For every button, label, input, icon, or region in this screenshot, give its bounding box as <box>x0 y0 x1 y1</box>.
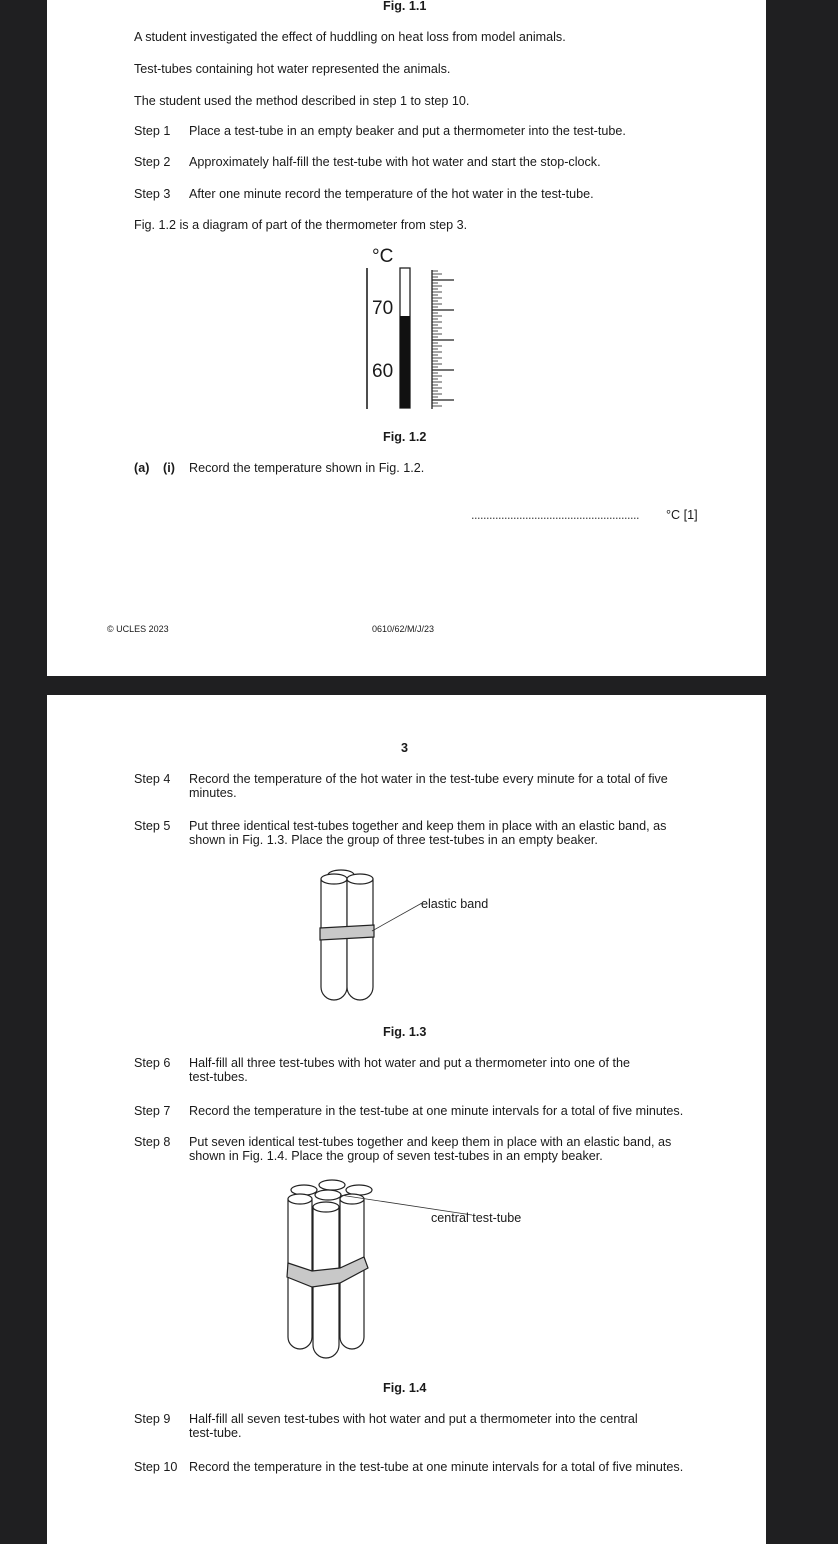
step-text-cont: shown in Fig. 1.4. Place the group of seven test-tubes in an empty beaker. <box>189 1149 603 1163</box>
answer-line[interactable]: ........................................................ <box>471 508 639 522</box>
step-text: Approximately half-fill the test-tube with hot water and start the stop-clock. <box>189 155 601 169</box>
step-label: Step 9 <box>134 1412 171 1426</box>
fig-1-3-caption: Fig. 1.3 <box>383 1025 427 1039</box>
step-label: Step 2 <box>134 155 171 169</box>
step-text: Place a test-tube in an empty beaker and put a thermometer into the test-tube. <box>189 124 626 138</box>
thermometer-ticks <box>432 271 454 406</box>
answer-unit-marks: °C [1] <box>666 508 698 522</box>
three-test-tubes-diagram <box>312 865 432 1005</box>
step-text: Half-fill all seven test-tubes with hot water and put a thermometer into the central <box>189 1412 638 1426</box>
thermometer-liquid <box>400 316 410 408</box>
thermometer-label-60: 60 <box>372 361 394 382</box>
step-label: Step 7 <box>134 1104 171 1118</box>
thermometer-label-70: 70 <box>372 298 394 319</box>
step-label: Step 10 <box>134 1460 178 1474</box>
fig-1-1-label: Fig. 1.1 <box>383 0 427 13</box>
question-text: Record the temperature shown in Fig. 1.2. <box>189 461 425 475</box>
step-label: Step 8 <box>134 1135 171 1149</box>
step-text-cont: test-tubes. <box>189 1070 248 1084</box>
page-number: 3 <box>401 741 409 755</box>
tube-front-rim <box>313 1202 339 1212</box>
tube-left-rim <box>321 874 347 884</box>
step-text: After one minute record the temperature of the hot water in the test-tube. <box>189 187 594 201</box>
fig-1-2-intro: Fig. 1.2 is a diagram of part of the thermometer from step 3. <box>134 218 468 232</box>
elastic-band <box>320 925 374 940</box>
exam-page-2 <box>47 695 766 1544</box>
fig-1-4-caption: Fig. 1.4 <box>383 1381 427 1395</box>
thermometer-unit: °C <box>372 246 394 267</box>
step-label: Step 3 <box>134 187 171 201</box>
intro-text-2: Test-tubes containing hot water represented the animals. <box>134 62 451 76</box>
step-label: Step 5 <box>134 819 171 833</box>
step-text: Record the temperature of the hot water in the test-tube every minute for a total of five <box>189 772 668 786</box>
tube-left-rim <box>288 1194 312 1204</box>
step-text-cont: test-tube. <box>189 1426 242 1440</box>
step-text: Record the temperature in the test-tube at one minute intervals for a total of five minutes. <box>189 1460 684 1474</box>
step-text-cont: minutes. <box>189 786 237 800</box>
footer-paper-code: 0610/62/M/J/23 <box>372 624 435 634</box>
label-leader-line <box>372 903 422 931</box>
tube-right-rim <box>347 874 373 884</box>
step-label: Step 4 <box>134 772 171 786</box>
question-subpart: (i) <box>163 461 175 475</box>
step-text: Record the temperature in the test-tube at one minute intervals for a total of five minutes. <box>189 1104 684 1118</box>
footer-copyright: © UCLES 2023 <box>107 624 169 634</box>
tube-right <box>347 879 373 1000</box>
central-tube-rim <box>315 1190 341 1200</box>
intro-text-3: The student used the method described in step 1 to step 10. <box>134 94 470 108</box>
thermometer-diagram <box>362 265 452 415</box>
exam-page-1 <box>47 0 766 676</box>
step-text: Put three identical test-tubes together and keep them in place with an elastic band, as <box>189 819 667 833</box>
elastic-band-label: elastic band <box>421 897 489 911</box>
fig-1-2-caption: Fig. 1.2 <box>383 430 427 444</box>
step-text: Half-fill all three test-tubes with hot water and put a thermometer into one of the <box>189 1056 631 1070</box>
step-label: Step 1 <box>134 124 171 138</box>
step-label: Step 6 <box>134 1056 171 1070</box>
step-text: Put seven identical test-tubes together and keep them in place with an elastic band, as <box>189 1135 672 1149</box>
intro-text-1: A student investigated the effect of huddling on heat loss from model animals. <box>134 30 566 44</box>
central-test-tube-label: central test-tube <box>431 1211 522 1225</box>
tube-rim <box>319 1180 345 1190</box>
tube-rim <box>291 1185 317 1195</box>
question-part: (a) <box>134 461 150 475</box>
seven-test-tubes-diagram <box>282 1179 442 1369</box>
step-text-cont: shown in Fig. 1.3. Place the group of three test-tubes in an empty beaker. <box>189 833 598 847</box>
